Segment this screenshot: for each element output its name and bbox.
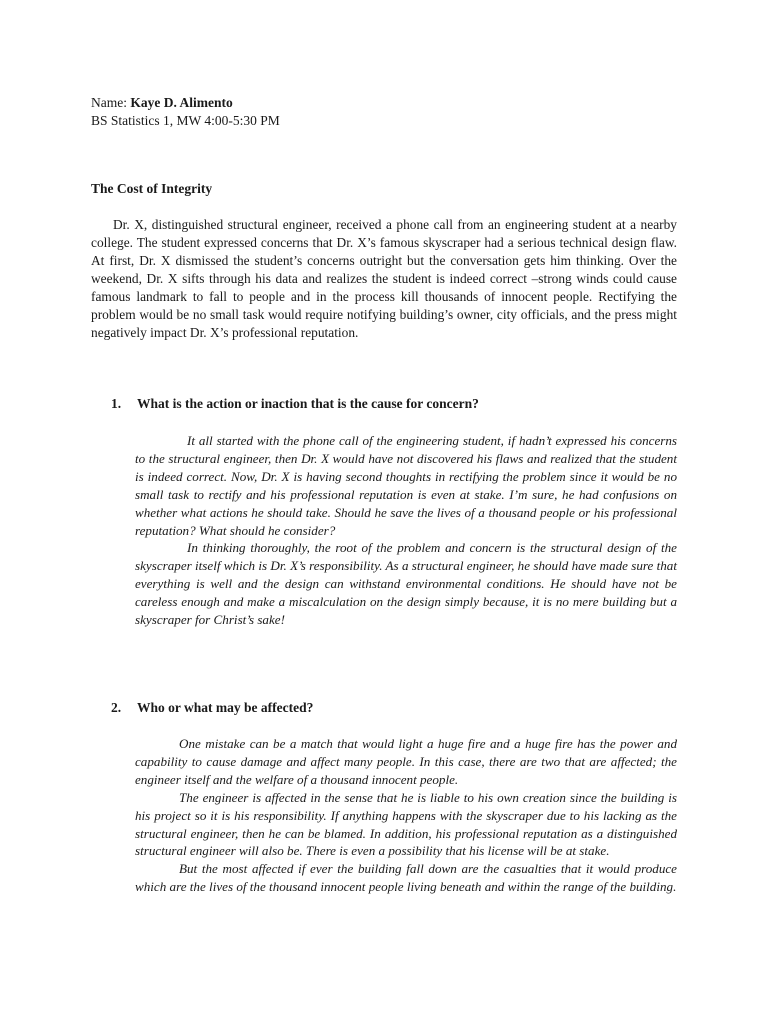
- answer-2: [135, 735, 677, 896]
- answer-1: [135, 432, 677, 629]
- question-2: [111, 700, 313, 716]
- student-name-line: [91, 94, 233, 112]
- question-1: [111, 396, 479, 412]
- document-title: The Cost of Integrity: [91, 181, 213, 196]
- name-label: Name:: [91, 95, 127, 110]
- question-2-text: Who or what may be affected?: [137, 700, 314, 715]
- question-1-text: What is the action or inaction that is the cause for concern?: [137, 396, 479, 411]
- answer-2-paragraph-3: But the most affected if ever the building fall down are the casualties that it would produce which are the lives of the thousand innocent people living beneath and within the range of the building.: [135, 861, 677, 895]
- course-line: BS Statistics 1, MW 4:00-5:30 PM: [91, 113, 280, 128]
- answer-1-paragraph-1: It all started with the phone call of the engineering student, if hadn’t expressed his concerns to the structural engineer, then Dr. X would have not discovered his flaws and realized that the student is indeed correct. Now, Dr. X is having second thoughts in rectifying the problem since it would be no small task to rectify and his professional reputation is even at stake. I’m sure, he had confusions on whether what actions he should take. Should he save the lives of a thousand people or his professional reputation? What should he consider?: [135, 433, 677, 538]
- question-2-number: 2.: [111, 700, 122, 715]
- intro-paragraph: Dr. X, distinguished structural engineer, received a phone call from an engineering student at a nearby college. The student expressed concerns that Dr. X’s famous skyscraper had a serious technical design flaw. At first, Dr. X dismissed the student’s concerns outright but the conversation gets him thinking. Over the weekend, Dr. X sifts through his data and realizes the student is indeed correct –strong winds could cause famous landmark to fall to people and in the process kill thousands of innocent people. Rectifying the problem would be no small task would require notifying building’s owner, city officials, and the press might negatively impact Dr. X’s professional reputation.: [91, 217, 677, 340]
- student-name: Kaye D. Alimento: [130, 95, 233, 110]
- question-1-number: 1.: [111, 396, 122, 411]
- answer-1-paragraph-2: In thinking thoroughly, the root of the problem and concern is the structural design of the skyscraper itself which is Dr. X’s responsibility. As a structural engineer, he should have made sure that everything is well and the design can withstand environmental conditions. He should have not be careless enough and make a miscalculation on the design simply because, it is no mere building but a skyscraper for Christ’s sake!: [135, 540, 677, 628]
- answer-2-paragraph-2: The engineer is affected in the sense that he is liable to his own creation since the building is his project so it is his responsibility. If anything happens with the skyscraper due to his lacking as the structural engineer, then he can be blamed. In addition, his professional reputation as a distinguished structural engineer will also be. There is even a possibility that his license will be at stake.: [135, 789, 677, 859]
- answer-2-paragraph-1: One mistake can be a match that would light a huge fire and a huge fire has the power and capability to cause damage and affect many people. In this case, there are two that are affected; the engineer itself and the welfare of a thousand innocent people.: [135, 736, 677, 787]
